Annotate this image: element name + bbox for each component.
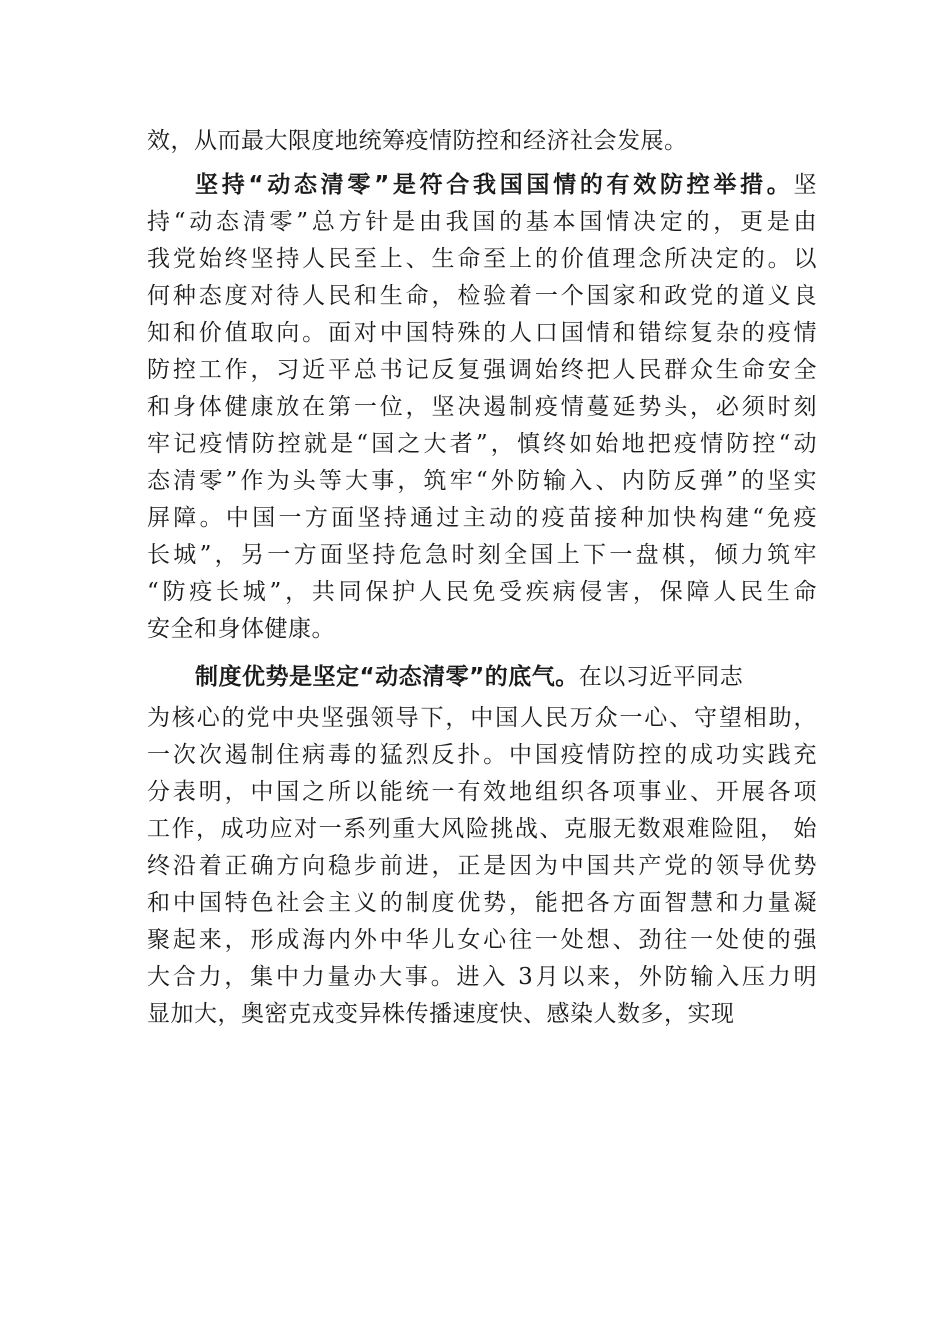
paragraph-heading: 制度优势是坚定“动态清零”的底气。 <box>195 664 579 690</box>
text-line: 工作，成功应对一系列重大风险挑战、克服无数艰难险阻， 始 <box>147 816 817 842</box>
text-line: 一次次遏制住病毒的猛烈反扑。中国疫情防控的成功实践充 <box>147 742 817 768</box>
text-line: 为核心的党中央坚强领导下，中国人民万众一心、守望相助， <box>147 705 817 731</box>
text-line: 持“动态清零”总方针是由我国的基本国情决定的，更是由 <box>147 209 817 235</box>
text-line: 屏障。中国一方面坚持通过主动的疫苗接种加快构建“免疫 <box>147 505 817 531</box>
text-line: “防疫长城”，共同保护人民免受疾病侵害，保障人民生命 <box>147 579 817 605</box>
paragraph-first-line <box>195 169 817 201</box>
text-line: 大合力，集中力量办大事。进入 3月以来，外防输入压力明 <box>147 964 817 990</box>
text-line: 分表明，中国之所以能统一有效地组织各项事业、开展各项 <box>147 779 817 805</box>
text-line: 何种态度对待人民和生命，检验着一个国家和政党的道义良 <box>147 283 817 309</box>
text-line: 终沿着正确方向稳步前进，正是因为中国共产党的领导优势 <box>147 853 817 879</box>
paragraph-first-line <box>195 661 817 693</box>
text-line: 显加大，奥密克戎变异株传播速度快、感染人数多，实现 <box>147 1001 735 1027</box>
paragraph-heading: 坚持“动态清零”是符合我国国情的有效防控举措。 <box>195 172 794 198</box>
text-line: 防控工作，习近平总书记反复强调始终把人民群众生命安全 <box>147 357 817 383</box>
paragraph-first-text: 在以习近平同志 <box>578 664 744 690</box>
text-line: 态清零”作为头等大事，筑牢“外防输入、内防反弹”的坚实 <box>147 468 817 494</box>
text-line: 我党始终坚持人民至上、生命至上的价值理念所决定的。以 <box>147 246 817 272</box>
text-line: 效，从而最大限度地统筹疫情防控和经济社会发展。 <box>147 128 688 154</box>
text-line: 和身体健康放在第一位，坚决遏制疫情蔓延势头，必须时刻 <box>147 394 817 420</box>
text-line: 知和价值取向。面对中国特殊的人口国情和错综复杂的疫情 <box>147 320 817 346</box>
text-line: 长城”，另一方面坚持危急时刻全国上下一盘棋，倾力筑牢 <box>147 542 817 568</box>
text-line: 安全和身体健康。 <box>147 616 335 642</box>
text-line: 牢记疫情防控就是“国之大者”，慎终如始地把疫情防控“动 <box>147 431 817 457</box>
text-line: 聚起来，形成海内外中华儿女心往一处想、劲往一处使的强 <box>147 927 817 953</box>
text-line: 和中国特色社会主义的制度优势，能把各方面智慧和力量凝 <box>147 890 817 916</box>
paragraph-first-text: 坚 <box>793 172 817 198</box>
